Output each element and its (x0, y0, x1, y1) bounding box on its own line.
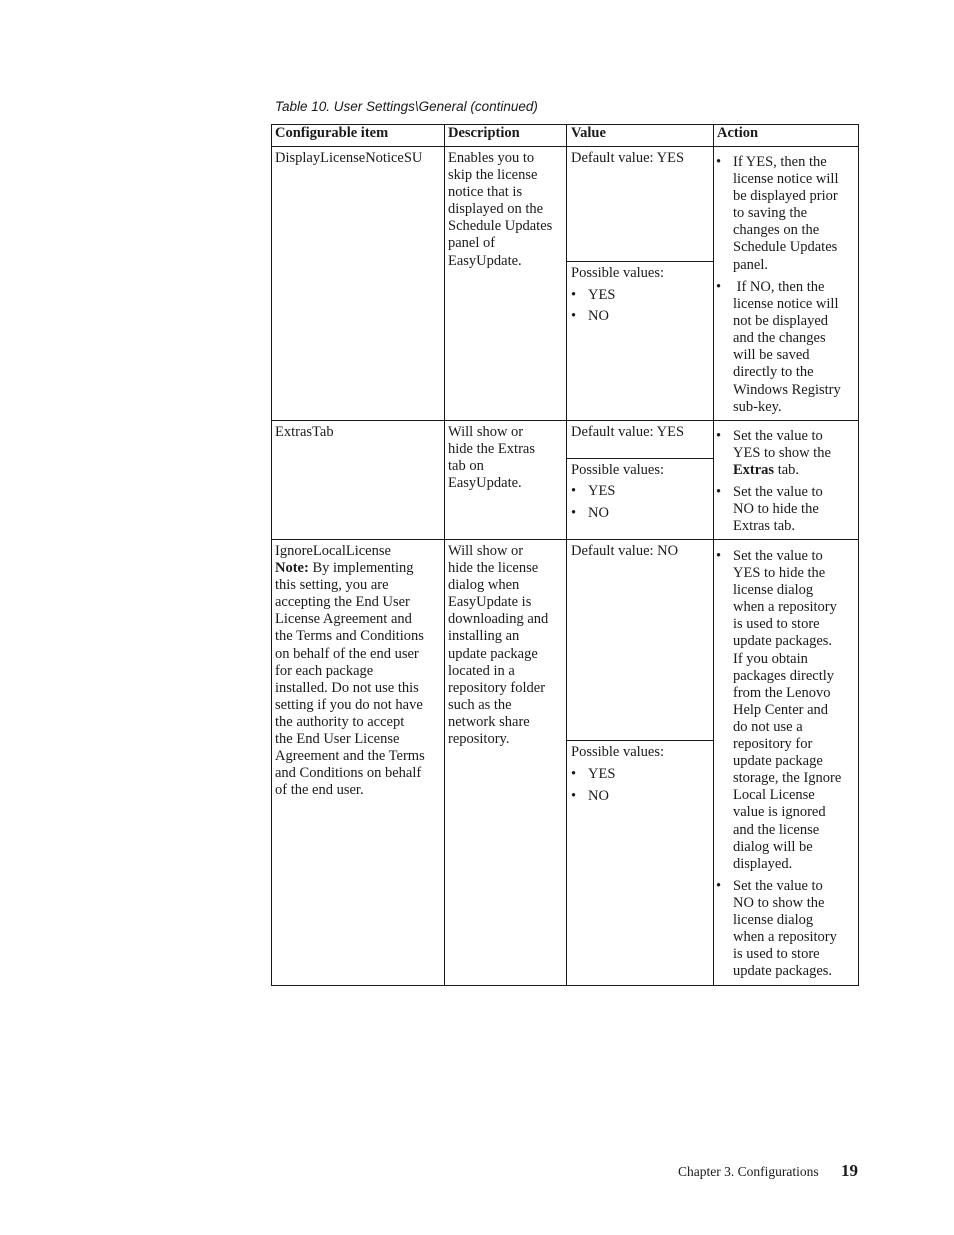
extras-bold-word: Extras (733, 462, 775, 479)
action-line: and the changes (733, 330, 826, 347)
action-line: panel. (733, 256, 769, 273)
action-text (733, 279, 841, 416)
page-number: 19 (841, 1161, 858, 1180)
action-line: YES to show the (733, 445, 831, 462)
bullet: • (716, 154, 722, 170)
possible-value-text: YES (588, 766, 616, 782)
action-line-tail: tab. (774, 462, 800, 479)
row1-item-line: DisplayLicenseNoticeSU (275, 150, 423, 166)
row1-description-line: notice that is (448, 184, 523, 201)
table-rule (566, 740, 713, 741)
row3-default-value-text: Default value: NO (571, 543, 679, 559)
row2-description-line: tab on (448, 458, 484, 475)
action-line: packages directly (733, 667, 835, 684)
possible-value-text: NO (588, 788, 609, 804)
row3-description-line: dialog when (448, 577, 520, 594)
action-line: Schedule Updates (733, 239, 838, 256)
action-line: If you obtain (733, 650, 808, 667)
row1-possible-label (571, 265, 664, 282)
row3-description-line: downloading and (448, 611, 549, 628)
action-line: will be saved (733, 347, 810, 364)
row2-description (448, 424, 535, 492)
action-line: Set the value to (733, 548, 823, 564)
action-line: Set the value to (733, 484, 823, 500)
action-line: update package (733, 753, 823, 770)
row3-item (275, 543, 425, 799)
table-rule (858, 124, 859, 986)
action-line: license dialog (733, 582, 814, 599)
table-rule (271, 420, 859, 421)
action-line: be displayed prior (733, 188, 838, 205)
possible-value-text: NO (588, 505, 609, 521)
header-action: Action (717, 125, 759, 141)
table-caption: Table 10. User Settings\General (continued) (275, 99, 538, 114)
action-line: update packages. (733, 963, 833, 980)
row3-description-line: Will show or (448, 543, 524, 559)
table-rule (271, 985, 859, 986)
action-line: license dialog (733, 912, 814, 929)
action-line: changes on the (733, 222, 820, 239)
row2-description-line: EasyUpdate. (448, 475, 522, 492)
bullet: • (716, 548, 722, 564)
row3-default-value (571, 543, 678, 560)
header-description: Description (448, 125, 520, 141)
row3-possible-label (571, 744, 664, 761)
row2-default-value-text: Default value: YES (571, 424, 685, 440)
action-line: storage, the Ignore (733, 770, 842, 787)
row1-default-value (571, 150, 684, 167)
bullet: • (716, 484, 722, 500)
action-line: do not use a (733, 718, 803, 735)
table-rule (271, 146, 859, 147)
bullet: • (716, 279, 722, 295)
row1-description-line: displayed on the (448, 201, 544, 218)
action-line: displayed. (733, 855, 793, 872)
row3-note-first-line (275, 560, 425, 577)
row3-description-line: installing an (448, 628, 520, 645)
action-line: from the Lenovo (733, 684, 831, 701)
note-line: of the end user. (275, 782, 364, 799)
table-rule (271, 539, 859, 540)
row3-description-line: such as the (448, 696, 512, 713)
header-configurable-item: Configurable item (275, 125, 389, 141)
row3-description (448, 543, 548, 748)
action-line: is used to store (733, 616, 820, 633)
row1-description-line: panel of (448, 235, 496, 252)
action-line: is used to store (733, 946, 820, 963)
possible-value-text: YES (588, 483, 616, 499)
bullet: • (716, 428, 722, 444)
row1-description-line: EasyUpdate. (448, 252, 522, 269)
footer-chapter: Chapter 3. Configurations (678, 1164, 819, 1179)
row3-item-name: IgnoreLocalLicense (275, 543, 391, 559)
table-rule (713, 124, 714, 986)
header-value: Value (571, 125, 606, 141)
note-line: accepting the End User (275, 594, 410, 611)
note-line: Agreement and the Terms (275, 748, 425, 765)
action-line (733, 462, 831, 479)
action-line: not be displayed (733, 313, 829, 330)
action-line: license notice will (733, 296, 839, 313)
note-line: the Terms and Conditions (275, 628, 424, 645)
action-line: directly to the (733, 364, 814, 381)
note-line: and Conditions on behalf (275, 765, 422, 782)
action-text (733, 154, 839, 274)
row2-description-line: hide the Extras (448, 441, 535, 458)
row3-description-line: repository folder (448, 679, 546, 696)
action-line: repository for (733, 736, 813, 753)
row1-description (448, 150, 552, 270)
note-line: the authority to accept (275, 713, 405, 730)
row2-description-line: Will show or (448, 424, 524, 440)
note-line: By implementing (308, 560, 414, 577)
action-line: license notice will (733, 171, 839, 188)
note-label: Note: (275, 560, 309, 577)
note-line: setting if you do not have (275, 696, 423, 713)
action-line: Set the value to (733, 878, 823, 894)
row1-description-line: skip the license (448, 167, 538, 184)
action-line: when a repository (733, 929, 837, 946)
note-line: on behalf of the end user (275, 645, 419, 662)
row1-description-line: Enables you to (448, 150, 535, 166)
row3-description-line: hide the license (448, 560, 539, 577)
action-line: Local License (733, 787, 815, 804)
row3-description-line: repository. (448, 731, 510, 748)
row2-default-value (571, 424, 684, 441)
action-line: Set the value to (733, 428, 823, 444)
action-line: Help Center and (733, 701, 829, 718)
user-settings-table (271, 124, 859, 986)
bullet: • (571, 505, 577, 521)
action-line: NO to show the (733, 895, 825, 912)
action-line: when a repository (733, 599, 837, 616)
table-rule (271, 124, 272, 986)
note-line: License Agreement and (275, 611, 412, 628)
action-line: dialog will be (733, 838, 813, 855)
bullet: • (571, 483, 577, 499)
note-line: for each package (275, 662, 374, 679)
table-rule (444, 124, 445, 986)
row2-item-line: ExtrasTab (275, 424, 334, 440)
bullet: • (716, 878, 722, 894)
action-text (733, 484, 823, 535)
action-text (733, 548, 841, 873)
table-rule (566, 261, 713, 262)
action-line: Extras tab. (733, 518, 796, 535)
row3-description-line: EasyUpdate is (448, 594, 532, 611)
row3-possible-label-text: Possible values: (571, 744, 665, 760)
row1-default-value-text: Default value: YES (571, 150, 685, 166)
action-line: Windows Registry (733, 381, 841, 398)
note-line: this setting, you are (275, 577, 389, 594)
action-line: and the license (733, 821, 820, 838)
table-rule (566, 458, 713, 459)
action-line: YES to hide the (733, 565, 826, 582)
row1-item (275, 150, 422, 167)
row1-possible-label-text: Possible values: (571, 265, 665, 281)
action-line: sub-key. (733, 398, 782, 415)
row1-description-line: Schedule Updates (448, 218, 553, 235)
row3-description-line: located in a (448, 662, 515, 679)
action-line: to saving the (733, 205, 808, 222)
bullet: • (571, 766, 577, 782)
action-line: value is ignored (733, 804, 826, 821)
action-text (733, 878, 837, 981)
row3-description-line: update package (448, 645, 538, 662)
note-line: installed. Do not use this (275, 679, 419, 696)
action-line: If YES, then the (733, 154, 827, 170)
table-rule (566, 124, 567, 986)
note-line: the End User License (275, 731, 400, 748)
row2-item (275, 424, 334, 441)
action-line: update packages. (733, 633, 833, 650)
action-line: If NO, then the (733, 279, 825, 295)
row2-possible-label (571, 462, 664, 479)
bullet: • (571, 287, 577, 303)
possible-value-text: YES (588, 287, 616, 303)
bullet: • (571, 788, 577, 804)
bullet: • (571, 308, 577, 324)
possible-value-text: NO (588, 308, 609, 324)
action-line: NO to hide the (733, 501, 819, 518)
action-text (733, 428, 831, 479)
row3-description-line: network share (448, 713, 530, 730)
row2-possible-label-text: Possible values: (571, 462, 665, 478)
